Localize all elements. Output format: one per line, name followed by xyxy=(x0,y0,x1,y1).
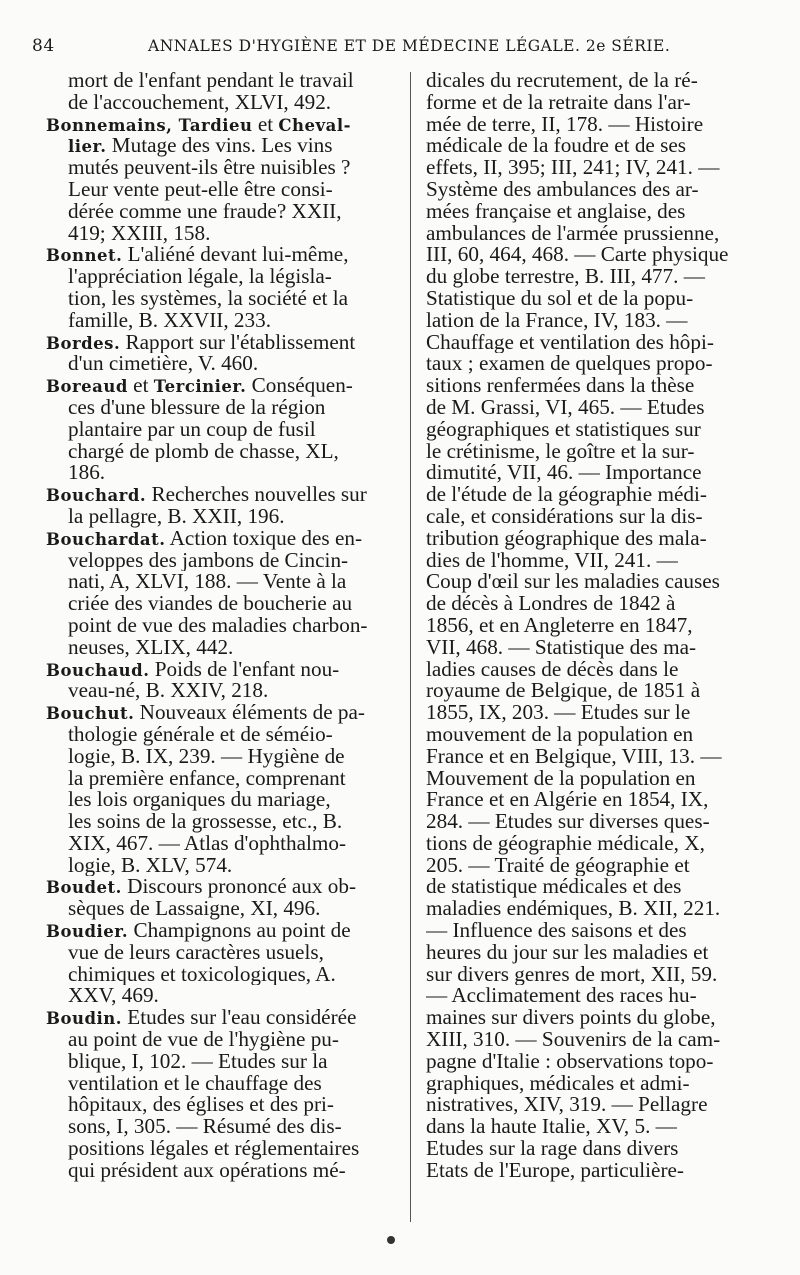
text-line xyxy=(46,876,398,898)
author-name: Boreaud xyxy=(46,377,128,397)
text-line xyxy=(426,332,796,354)
text-line xyxy=(426,1073,796,1095)
line-text: les lois organiques du mariage, xyxy=(68,789,331,812)
text-line xyxy=(46,1160,398,1182)
text-line xyxy=(46,855,398,877)
line-text: logie, B. XLV, 574. xyxy=(68,854,233,877)
text-line xyxy=(426,201,796,223)
text-line xyxy=(426,789,796,811)
line-text: plantaire par un coup de fusil xyxy=(68,418,316,441)
text-line xyxy=(46,310,398,332)
text-line xyxy=(46,157,398,179)
line-text: ventilation et le chauffage des xyxy=(68,1072,322,1095)
line-text: sur divers genres de mort, XII, 59. xyxy=(426,963,718,986)
line-text: mées française et anglaise, des xyxy=(426,200,686,223)
line-text: tions de géographie médicale, X, xyxy=(426,832,705,855)
line-text: dérée comme une fraude? XXII, xyxy=(68,200,342,223)
text-line xyxy=(426,419,796,441)
line-text: Etudes sur l'eau considérée xyxy=(122,1007,357,1030)
line-text: criée des viandes de boucherie au xyxy=(68,593,353,615)
text-line xyxy=(426,768,796,790)
author-name: Bouchut. xyxy=(46,704,135,724)
text-line xyxy=(46,92,398,114)
line-text: 186. xyxy=(68,462,106,485)
line-text: Chauffage et ventilation des hôpi- xyxy=(426,331,714,354)
line-text: Etudes sur la rage dans divers xyxy=(426,1138,679,1160)
text-line xyxy=(46,550,398,572)
text-line xyxy=(46,223,398,245)
author-name: Cheval- xyxy=(278,115,351,135)
line-text: Mouvement de la population en xyxy=(426,767,696,790)
running-title: ANNALES D'HYGIÈNE ET DE MÉDECINE LÉGALE. 2e SÉRIE. xyxy=(148,37,671,55)
text-line xyxy=(46,964,398,986)
text-line xyxy=(46,179,398,201)
text-line xyxy=(426,1094,796,1116)
text-line xyxy=(46,920,398,942)
text-line xyxy=(426,179,796,201)
line-text: ambulances de l'armée prussienne, xyxy=(426,222,720,245)
left-column xyxy=(46,70,398,1182)
line-text: tion, les systèmes, la société et la xyxy=(68,287,349,310)
line-text: au point de vue de l'hygiène pu- xyxy=(68,1029,339,1051)
line-text: de décès à Londres de 1842 à xyxy=(426,593,676,615)
line-text: de l'étude de la géographie médi- xyxy=(426,484,707,506)
text-line xyxy=(426,397,796,419)
text-line xyxy=(46,571,398,593)
author-name: Bouchard. xyxy=(46,486,147,506)
page-header xyxy=(32,36,772,66)
text-line xyxy=(46,659,398,681)
text-line xyxy=(46,288,398,310)
line-text: — Acclimatement des races hu- xyxy=(426,985,697,1008)
line-text: et xyxy=(127,375,154,397)
text-line xyxy=(46,615,398,637)
line-text: médicale de la foudre et de ses xyxy=(426,135,687,158)
line-text: Leur vente peut-elle être consi- xyxy=(68,178,333,201)
text-line xyxy=(426,593,796,615)
line-text: de l'accouchement, XLVI, 492. xyxy=(68,91,332,114)
line-text: les soins de la grossesse, etc., B. xyxy=(68,811,343,833)
text-line xyxy=(426,833,796,855)
line-text: VII, 468. — Statistique des ma- xyxy=(426,636,697,659)
line-text: forme et de la retraite dans l'ar- xyxy=(426,91,691,114)
text-line xyxy=(46,397,398,419)
line-text: Système des ambulances des ar- xyxy=(426,178,699,201)
text-line xyxy=(426,1160,796,1182)
text-line xyxy=(426,702,796,724)
line-text: Recherches nouvelles sur xyxy=(146,484,367,506)
line-text: Champignons au point de xyxy=(128,920,351,942)
line-text: — Influence des saisons et des xyxy=(426,920,687,942)
text-line xyxy=(46,1138,398,1160)
author-name: Bordes. xyxy=(46,333,121,353)
line-text: le crétinisme, le goître et la sur- xyxy=(426,440,695,463)
line-text: ladies causes de décès dans le xyxy=(426,658,679,681)
line-text: Discours prononcé aux ob- xyxy=(121,876,357,899)
line-text: Rapport sur l'établissement xyxy=(120,331,356,354)
line-text: Nouveaux éléments de pa- xyxy=(134,702,365,724)
line-text: graphiques, médicales et admi- xyxy=(426,1072,690,1095)
line-text: pagne d'Italie : observations topo- xyxy=(426,1050,714,1073)
line-text: blique, I, 102. — Etudes sur la xyxy=(68,1050,328,1073)
text-line xyxy=(46,789,398,811)
line-text: hôpitaux, des églises et des pri- xyxy=(68,1094,334,1117)
line-text: Action toxique des en- xyxy=(165,527,363,550)
line-text: cale, et considérations sur la dis- xyxy=(426,505,703,528)
text-line xyxy=(426,375,796,397)
text-line xyxy=(426,441,796,463)
line-text: positions légales et réglementaires xyxy=(68,1138,360,1160)
line-text: dicales du recrutement, de la ré- xyxy=(426,70,698,92)
text-line xyxy=(426,288,796,310)
author-name: Boudet. xyxy=(46,878,122,898)
text-line xyxy=(46,1094,398,1116)
line-text: la pellagre, B. XXII, 196. xyxy=(68,505,285,528)
text-line xyxy=(46,898,398,920)
text-line xyxy=(46,506,398,528)
line-text: 205. — Traité de géographie et xyxy=(426,854,690,877)
line-text: maines sur divers points du globe, xyxy=(426,1007,716,1030)
line-text: France et en Belgique, VIII, 13. — xyxy=(426,745,722,768)
line-text: chimiques et toxicologiques, A. xyxy=(68,963,336,986)
text-line xyxy=(46,985,398,1007)
text-line xyxy=(46,462,398,484)
text-line xyxy=(46,593,398,615)
line-text: nistratives, XIV, 319. — Pellagre xyxy=(426,1094,708,1117)
line-text: dimutité, VII, 46. — Importance xyxy=(426,462,702,485)
line-text: Conséquen- xyxy=(246,375,353,397)
author-name: Bouchaud. xyxy=(46,660,150,680)
text-line xyxy=(426,1007,796,1029)
author-name: Bonnemains, Tardieu xyxy=(46,115,253,135)
text-line xyxy=(426,462,796,484)
text-line xyxy=(426,310,796,332)
author-name: lier. xyxy=(68,137,107,157)
text-line xyxy=(426,876,796,898)
text-line xyxy=(426,135,796,157)
text-line xyxy=(46,680,398,702)
text-line xyxy=(426,680,796,702)
author-name: Bouchardat. xyxy=(46,529,166,549)
line-text: logie, B. IX, 239. — Hygiène de xyxy=(68,745,345,768)
text-line xyxy=(426,484,796,506)
text-line xyxy=(426,353,796,375)
line-text: Poids de l'enfant nou- xyxy=(149,658,340,681)
line-text: mée de terre, II, 178. — Histoire xyxy=(426,113,704,136)
text-line xyxy=(426,942,796,964)
line-text: sitions renfermées dans la thèse xyxy=(426,375,695,397)
line-text: l'appréciation légale, la législa- xyxy=(68,266,332,288)
line-text: sèques de Lassaigne, XI, 496. xyxy=(68,898,321,921)
line-text: veau-né, B. XXIV, 218. xyxy=(68,680,269,703)
line-text: Statistique du sol et de la popu- xyxy=(426,287,694,310)
line-text: qui président aux opérations mé- xyxy=(68,1159,346,1182)
line-text: nati, A, XLVI, 188. — Vente à la xyxy=(68,571,347,594)
line-text: 1856, et en Angleterre en 1847, xyxy=(426,614,693,637)
line-text: 1855, IX, 203. — Etudes sur le xyxy=(426,702,691,724)
text-line xyxy=(426,506,796,528)
text-line xyxy=(46,724,398,746)
text-line xyxy=(426,550,796,572)
text-line xyxy=(426,920,796,942)
line-text: neuses, XLIX, 442. xyxy=(68,636,234,659)
line-text: XIX, 467. — Atlas d'ophthalmo- xyxy=(68,832,347,855)
text-line xyxy=(426,746,796,768)
line-text: lation de la France, IV, 183. — xyxy=(426,309,688,332)
text-line xyxy=(46,702,398,724)
line-text: III, 60, 464, 468. — Carte physique xyxy=(426,244,729,267)
line-text: et xyxy=(252,113,279,136)
line-text: famille, B. XXVII, 233. xyxy=(68,309,272,332)
text-line xyxy=(46,441,398,463)
line-text: d'un cimetière, V. 460. xyxy=(68,353,259,376)
line-text: thologie générale et de séméio- xyxy=(68,723,333,746)
text-line xyxy=(46,201,398,223)
text-line xyxy=(426,92,796,114)
line-text: de statistique médicales et des xyxy=(426,876,682,899)
text-line xyxy=(46,419,398,441)
line-text: dies de l'homme, VII, 241. — xyxy=(426,549,678,572)
text-line xyxy=(46,811,398,833)
line-text: la première enfance, comprenant xyxy=(68,767,346,790)
line-text: point de vue des maladies charbon- xyxy=(68,614,368,637)
line-text: ces d'une blessure de la région xyxy=(68,396,326,419)
text-line xyxy=(426,811,796,833)
text-line xyxy=(426,571,796,593)
line-text: taux ; examen de quelques propo- xyxy=(426,353,713,376)
text-line xyxy=(426,244,796,266)
author-name: Bonnet. xyxy=(46,246,123,266)
text-line xyxy=(46,528,398,550)
line-text: maladies endémiques, B. XII, 221. xyxy=(426,898,721,921)
line-text: effets, II, 395; III, 241; IV, 241. — xyxy=(426,157,720,179)
line-text: XIII, 310. — Souvenirs de la cam- xyxy=(426,1029,721,1051)
line-text: tribution géographique des mala- xyxy=(426,527,707,550)
line-text: dans la haute Italie, XV, 5. — xyxy=(426,1116,677,1139)
line-text: chargé de plomb de chasse, XL, xyxy=(68,440,339,463)
text-line xyxy=(46,1051,398,1073)
text-line xyxy=(46,1073,398,1095)
line-text: 419; XXIII, 158. xyxy=(68,222,211,245)
text-line xyxy=(46,942,398,964)
text-line xyxy=(46,266,398,288)
text-line xyxy=(46,70,398,92)
text-line xyxy=(426,1138,796,1160)
text-line xyxy=(46,353,398,375)
text-line xyxy=(426,1029,796,1051)
line-text: mutés peuvent-ils être nuisibles ? xyxy=(68,157,351,179)
text-line xyxy=(46,244,398,266)
line-text: XXV, 469. xyxy=(68,985,159,1008)
right-column xyxy=(426,70,796,1182)
text-line xyxy=(46,768,398,790)
line-text: mort de l'enfant pendant le travail xyxy=(68,70,354,92)
text-line xyxy=(46,637,398,659)
printer-mark xyxy=(387,1236,395,1244)
line-text: France et en Algérie en 1854, IX, xyxy=(426,789,709,812)
text-line xyxy=(46,135,398,157)
text-line xyxy=(426,615,796,637)
text-line xyxy=(46,484,398,506)
author-name: Tercinier. xyxy=(153,377,247,397)
line-text: mouvement de la population en xyxy=(426,723,694,746)
text-line xyxy=(46,1007,398,1029)
line-text: vue de leurs caractères usuels, xyxy=(68,941,324,964)
text-line xyxy=(46,833,398,855)
line-text: veloppes des jambons de Cincin- xyxy=(68,549,349,572)
text-line xyxy=(426,724,796,746)
line-text: Mutage des vins. Les vins xyxy=(106,135,333,158)
text-line xyxy=(426,637,796,659)
line-text: du globe terrestre, B. III, 477. — xyxy=(426,266,705,288)
line-text: 284. — Etudes sur diverses ques- xyxy=(426,811,710,833)
line-text: Etats de l'Europe, particulière- xyxy=(426,1159,684,1182)
page-number: 84 xyxy=(32,36,55,56)
text-line xyxy=(46,332,398,354)
author-name: Boudin. xyxy=(46,1009,122,1029)
text-line xyxy=(46,114,398,136)
text-line xyxy=(426,70,796,92)
text-line xyxy=(426,964,796,986)
text-line xyxy=(46,1029,398,1051)
text-line xyxy=(426,1051,796,1073)
line-text: sons, I, 305. — Résumé des dis- xyxy=(68,1116,342,1139)
line-text: de M. Grassi, VI, 465. — Etudes xyxy=(426,396,705,419)
text-line xyxy=(426,659,796,681)
line-text: géographiques et statistiques sur xyxy=(426,418,701,441)
text-line xyxy=(426,157,796,179)
text-line xyxy=(426,1116,796,1138)
line-text: Coup d'œil sur les maladies causes xyxy=(426,571,720,594)
text-line xyxy=(46,375,398,397)
text-line xyxy=(426,985,796,1007)
text-line xyxy=(426,266,796,288)
line-text: heures du jour sur les maladies et xyxy=(426,941,709,964)
text-line xyxy=(46,746,398,768)
text-line xyxy=(426,898,796,920)
text-line xyxy=(426,114,796,136)
text-line xyxy=(426,855,796,877)
column-divider xyxy=(410,72,411,1222)
text-line xyxy=(426,528,796,550)
line-text: royaume de Belgique, de 1851 à xyxy=(426,680,701,703)
text-line xyxy=(46,1116,398,1138)
line-text: L'aliéné devant lui-même, xyxy=(122,244,349,267)
author-name: Boudier. xyxy=(46,922,129,942)
text-line xyxy=(426,223,796,245)
